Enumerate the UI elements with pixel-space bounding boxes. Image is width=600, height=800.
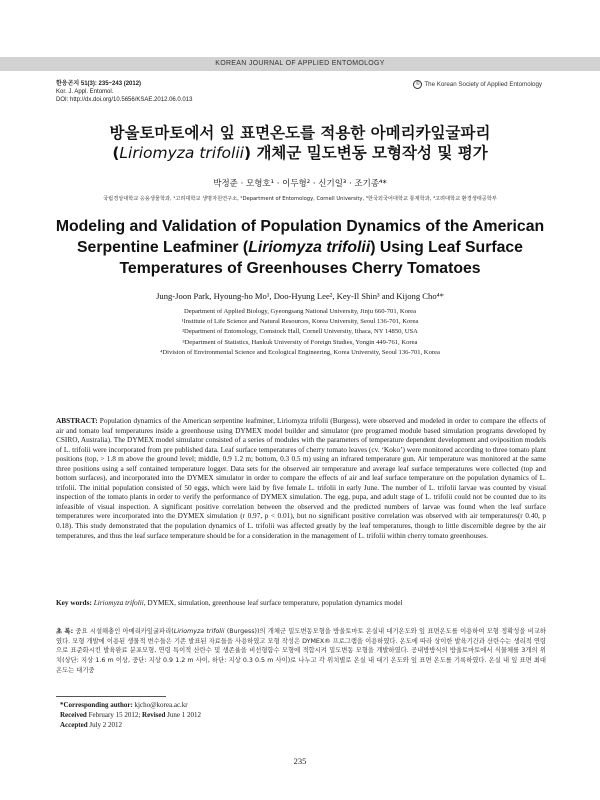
korean-abstract-text-1: 중요 시설해충인 아메리카잎굴파리( [73, 628, 174, 635]
affiliation-line: Department of Applied Biology, Gyeongsang National University, Jinju 660-701, Korea [183, 308, 417, 315]
citation-line-1: 한응곤지 51(3): 235~243 (2012) [56, 81, 142, 87]
corresponding-label: *Corresponding author: [60, 701, 133, 709]
korean-title [40, 123, 560, 163]
keywords-rest: , DYMEX, simulation, greenhouse leaf surface temperature, population dynamics model [143, 598, 403, 607]
citation-block [56, 80, 192, 104]
korean-authors: 박정준 · 모형호¹ · 이두형² · 신기일³ · 조기종⁴* [213, 179, 387, 189]
korean-abstract-label: 초 록: [56, 628, 74, 635]
korean-affiliations: 국립경상대학교 응용생물학과, ¹고려대학교 생명자원연구소, ²Department of Entomology, Cornell University, ³한국외국어대학교 통계학과, ⁴고려대학교 환경생태공학부 [103, 196, 497, 202]
keywords-label: Key words: [56, 598, 92, 607]
english-abstract [56, 416, 546, 540]
english-title-part-1: Modeling and Validation of Population Dynamics of the American Serpentine Leafminer ( [55, 218, 545, 256]
corresponding-author [60, 700, 201, 710]
accepted [60, 720, 201, 730]
keywords-species: Liriomyza trifolii [93, 598, 144, 607]
footnote-divider [56, 696, 166, 697]
korean-abstract-species: Liriomyza trifolii [173, 628, 225, 635]
copyright-notice [413, 80, 542, 89]
copyright-icon: © [413, 80, 422, 89]
corresponding-email[interactable]: kjcho@korea.ac.kr [134, 701, 188, 709]
affiliation-line: ¹Institute of Life Science and Natural Resources, Korea University, Seoul 136-701, Korea [181, 318, 419, 326]
affiliation-line: ²Department of Entomology, Comstock Hall, Cornell University, Ithaca, NY 14850, USA [182, 328, 418, 336]
abstract-text: Population dynamics of the American serpentine leafminer, Liriomyza trifolii (Burgess), were observed and modeled in order to compare the effects of air and tomato leaf temperatures inside a greenhouse using DYMEX model builder and simulator (pre programed module based simulation programs developed by CSIRO, Australia). The DYMEX model simulator consisted of a series of modules with the parameters of temperature dependent development and oviposition models of L. trifolii were incorporated from pre published data. Leaf surface temperatures of cherry tomato leaves (cv. ‘Koko’) were monitored according to three tomato plant positions (top, > 1.8 m above the ground level; middle, 0.9 1.2 m; bottom, 0.3 0.5 m) using an infrared temperature gun. Air temperature was monitored at the same three positions using a self contained temperature logger. Data sets for the observed air temperature and average leaf surface temperatures were collected (top and bottom surfaces), and incorporated into the DYMEX simulator in order to compare the effects of air and leaf surface temperature on the population dynamics of L. trifolii. The initial population consisted of 50 eggs, which were laid by five female L. trifolii in early June. The number of L. trifolii larvae was counted by visual inspection of the tomato plants in order to verify the performance of DYMEX simulation. The egg, pupa, and adult stage of L. trifolii could not be counted due to its infeasible of visual inspection. A significant positive correlation between the observed and the predicted numbers of larvae was found when the leaf surface temperatures were incorporated into the DYMEX simulation (r 0.97, p < 0.01), but no significant positive correlation was observed with air temperatures(r 0.40, p 0.18). This study demonstrated that the population dynamics of L. trifolii was affected greatly by the leaf temperatures, though to little discernible degree by the air temperatures, and thus the leaf surface temperature should be for a consideration in the management of L. trifolii within cherry tomato greenhouses. [56, 416, 546, 540]
korean-abstract [56, 627, 546, 676]
footnote [60, 700, 201, 731]
received-date: February 15 2012; [88, 711, 141, 720]
korean-abstract-text-2: (Burgess))의 개체군 밀도변동모형을 방울토마토 온실내 대기온도와 잎 표면온도를 이용하여 모형 정확성을 비교하였다. 모형 개발에 이용된 생물적 변수들은 기존 발표된 자료들을 사용하였고 모형 작성은 DYMEX® 프로그램을 이용하였다. 온도에 따라 상이한 발육기간과 산란수는 생리적 연령으로 표준화시킨 발육완료 분포모형, 연령 특이적 산란수 및 생존율을 비선형함수 모형에 적합시켜 밀도변동 모형을 개발하였다. 공내방방식의 방울토마토에서 식물체를 3개의 위치(상단: 지상 1.6 m 이상, 중단: 지상 0.9 1.2 m 사이, 하단: 지상 0.3 0.5 m 사이)로 나누고 각 위치별로 온실 내 대기 온도와 잎 표면 온도를 기록하였다. 온실 내 잎 표면 최대온도는 대기중 [56, 628, 546, 674]
korean-title-species: Liriomyza trifolii [119, 144, 244, 162]
abstract-label: ABSTRACT: [56, 416, 98, 425]
copyright-text: The Korean Society of Applied Entomology [424, 81, 542, 89]
revised-date: June 1 2012 [167, 711, 201, 720]
page-number: 235 [293, 756, 307, 766]
accepted-label: Accepted [60, 721, 88, 730]
citation-line-2: Kor. J. Appl. Entomol. [56, 89, 114, 95]
korean-title-rest: 개체군 밀도변동 모형작성 및 평가 [256, 144, 488, 162]
korean-title-line-1: 방울토마토에서 잎 표면온도를 적용한 아메리카잎굴파리 [109, 124, 491, 142]
revised-label: Revised [142, 711, 166, 720]
affiliation-line: ⁴Division of Environmental Science and Ecological Engineering, Korea University, Seoul 136-701, Korea [160, 348, 440, 356]
received-label: Received [60, 711, 87, 720]
english-title-part-2: ) Using Leaf Surface Temperatures of Greenhouses Cherry Tomatoes [119, 239, 523, 277]
english-title [36, 216, 564, 279]
received-revised [60, 710, 201, 720]
english-title-species: Liriomyza trifolii [248, 239, 371, 256]
affiliation-line: ³Department of Statistics, Hankuk University of Foreign Studies, Yongin 449-761, Korea [182, 338, 418, 346]
korean-title-line-2: (Liriomyza trifolii) 개체군 밀도변동 모형작성 및 평가 [112, 144, 488, 162]
journal-header-bar: KOREAN JOURNAL OF APPLIED ENTOMOLOGY [0, 57, 600, 71]
keywords [56, 598, 546, 607]
english-authors: Jung-Joon Park, Hyoung-ho Mo¹, Doo-Hyung Lee², Key-Il Shin³ and Kijong Cho⁴* [156, 291, 444, 301]
doi-link[interactable]: DOI: http://dx.doi.org/10.5656/KSAE.2012.06.0.013 [56, 97, 193, 103]
accepted-date: July 2 2012 [89, 721, 123, 730]
english-affiliations [40, 307, 560, 358]
